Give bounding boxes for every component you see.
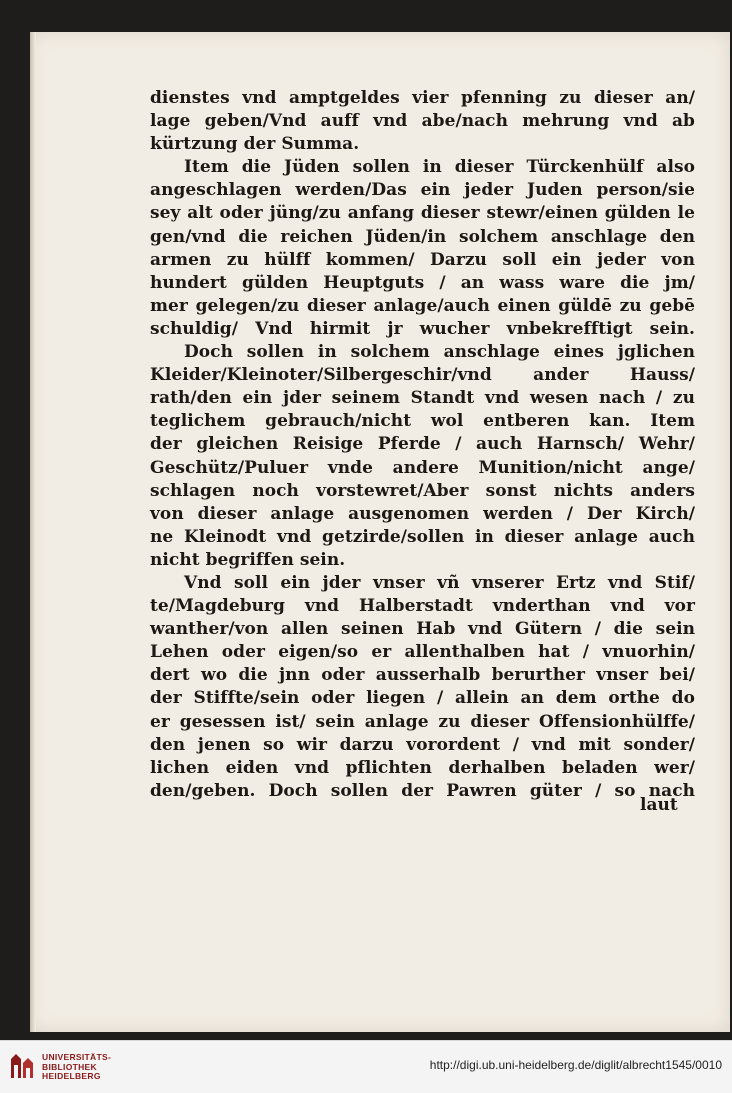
permalink-url[interactable]: http://digi.ub.uni-heidelberg.de/diglit/albrecht1545/0010 [429, 1058, 722, 1072]
text-line: lage geben/Vnd auff vnd abe/nach mehrung vnd ab [150, 111, 695, 132]
text-line: lichen eiden vnd pflichten derhalben beladen wer/ [150, 757, 695, 778]
text-line: nicht begriffen sein. [150, 549, 346, 570]
text-line: Doch sollen in solchem anschlage eines jglichen [184, 342, 695, 363]
text-line: der gleichen Reisige Pferde / auch Harnsch/ Wehr/ [150, 434, 695, 455]
text-line: kürtzung der Summa. [150, 134, 360, 155]
text-line: mer gelegen/zu dieser anlage/auch einen güldē zu gebē [150, 295, 695, 316]
text-line: er gesessen ist/ sein anlage zu dieser Offensionhülffe/ [150, 711, 695, 732]
text-line: teglichem gebrauch/nicht wol entberen kan. Item [150, 411, 695, 432]
text-line: wanther/von allen seinen Hab vnd Gütern / die sein [150, 619, 695, 640]
library-name-line: HEIDELBERG [42, 1071, 101, 1081]
book-page [30, 32, 730, 1032]
text-line: schuldig/ Vnd hirmit jr wucher vnbekrefftigt sein. [150, 318, 695, 339]
text-line: Item die Jüden sollen in dieser Türckenhülf also [184, 157, 695, 178]
text-line: den jenen so wir darzu vorordent / vnd mit sonder/ [150, 734, 695, 755]
university-library-logo-icon[interactable] [8, 1051, 36, 1081]
library-name[interactable] [42, 1053, 111, 1082]
text-line: Geschütz/Puluer vnde andere Munition/nicht ange/ [150, 457, 695, 478]
text-line: angeschlagen werden/Das ein jeder Juden person/sie [150, 180, 695, 201]
text-line: Kleider/Kleinoter/Silbergeschir/vnd ander Hauss/ [150, 365, 695, 386]
text-line: von dieser anlage ausgenomen werden / Der Kirch/ [150, 503, 695, 524]
text-line: schlagen noch vorstewret/Aber sonst nichts anders [150, 480, 695, 501]
text-line: der Stiffte/sein oder liegen / allein an dem orthe do [150, 688, 695, 709]
text-line: armen zu hülff kommen/ Darzu soll ein jeder von [150, 249, 695, 270]
text-line: Vnd soll ein jder vnser vñ vnserer Ertz vnd Stif/ [184, 572, 695, 593]
library-name-line: BIBLIOTHEK [42, 1061, 97, 1072]
text-line: hundert gülden Heuptguts / an wass ware die jm/ [150, 272, 695, 293]
library-name-line: UNIVERSITÄTS- [42, 1052, 112, 1062]
catchword: laut [640, 795, 678, 815]
footer-bar [0, 1040, 732, 1093]
text-line: dert wo die jnn oder ausserhalb berurther vnser bei/ [150, 665, 695, 686]
text-line: den/geben. Doch sollen der Pawren güter / so nach [150, 780, 695, 801]
text-line: rath/den ein jder seinem Standt vnd wesen nach / zu [150, 388, 695, 409]
text-line: gen/vnd die reichen Jüden/in solchem anschlage den [150, 226, 695, 247]
text-line: sey alt oder jüng/zu anfang dieser stewr/einen gülden le [150, 203, 695, 224]
text-line: te/Magdeburg vnd Halberstadt vnderthan vnd vor [150, 596, 695, 617]
text-line: dienstes vnd amptgeldes vier pfenning zu dieser an/ [150, 88, 695, 108]
text-line: Lehen oder eigen/so er allenthalben hat / vnuorhin/ [150, 642, 695, 663]
text-line: ne Kleinodt vnd getzirde/sollen in dieser anlage auch [150, 526, 695, 547]
text-block [150, 87, 695, 803]
